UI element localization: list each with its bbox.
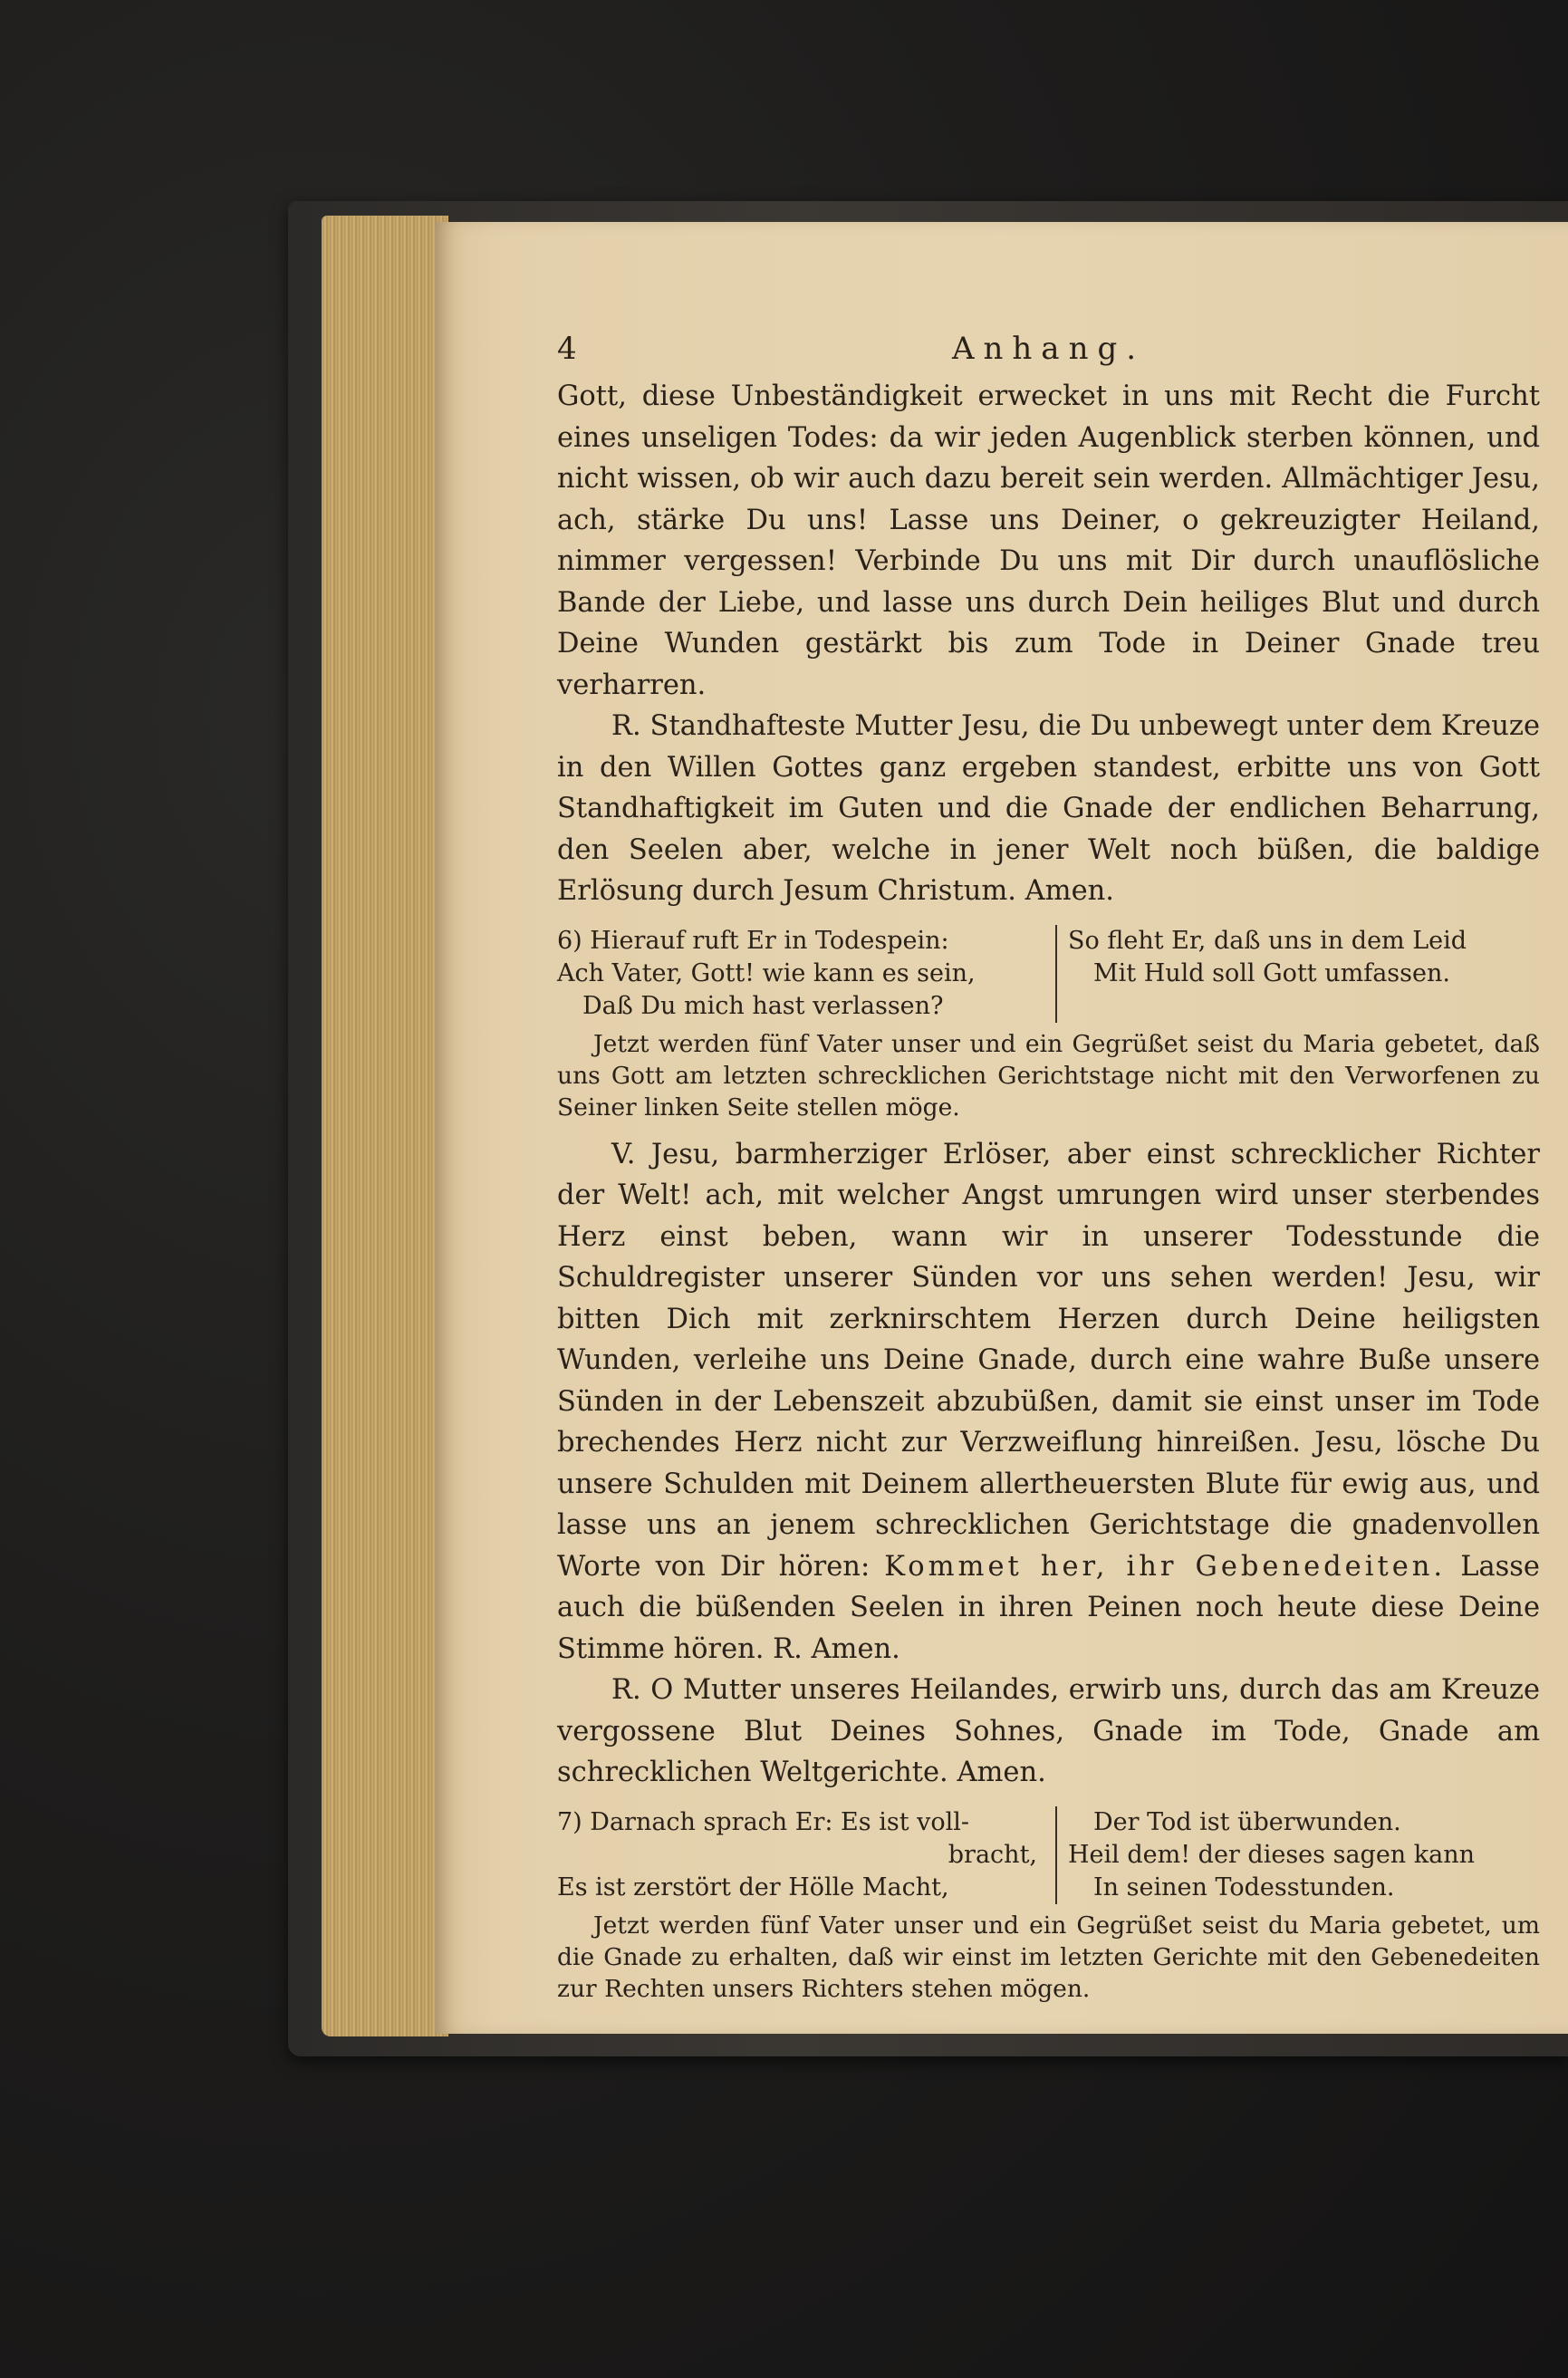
running-title: Anhang. — [951, 331, 1146, 367]
rubric-note-6: Jetzt werden fünf Vater unser und ein Gegrüßet seist du Maria gebetet, daß uns Gott am letzten schrecklichen Gerichtstage nicht mit den Verworfenen zu Seiner linken Seite stellen möge. — [557, 1029, 1540, 1122]
prayer-text: Lasse auch die büßenden Seelen in ihren Peinen noch heute diese Deine Stimme hören. R. Amen. — [557, 1550, 1540, 1665]
verse-line: Mit Huld soll Gott umfassen. — [1093, 958, 1450, 987]
prayer-paragraph-4: R. O Mutter unseres Heilandes, erwirb uns, durch das am Kreuze vergossene Blut Deines Sohnes, Gnade im Tode, Gnade am schrecklichen Weltgerichte. Amen. — [557, 1674, 1540, 1788]
verse-7 — [557, 1806, 1540, 1904]
verse-line: Ach Vater, Gott! wie kann es sein, — [557, 958, 976, 987]
verse-line: Es ist zerstört der Hölle Macht, — [557, 1873, 949, 1901]
prayer-paragraph-2: R. Standhafteste Mutter Jesu, die Du unbewegt unter dem Kreuze in den Willen Gottes ganz ergeben standest, erbitte uns von Gott Standhaftigkeit im Guten und die Gnade der endlichen Beharrung, den Seelen aber, welche in jener Welt noch büßen, die baldige Erlösung durch Jesum Christum. Amen. — [557, 710, 1540, 907]
prayer-paragraph-3 — [557, 1134, 1540, 1670]
verse-line: In seinen Todesstunden. — [1093, 1873, 1395, 1901]
page-edges — [322, 216, 448, 2036]
spaced-quote: Kommet her, ihr Gebenedeiten. — [884, 1550, 1447, 1583]
verse-line: 6) Hierauf ruft Er in Todespein: — [557, 926, 949, 955]
verse-line: Daß Du mich hast verlassen? — [582, 991, 944, 1020]
page-header — [557, 322, 1540, 376]
verse-line: Heil dem! der dieses sagen kann — [1068, 1840, 1476, 1869]
verse-6-right — [1057, 925, 1540, 1023]
rubric-note-7: Jetzt werden fünf Vater unser und ein Gegrüßet seist du Maria gebetet, um die Gnade zu erhalten, daß wir einst im letzten Gerichte mit den Gebenedeiten zur Rechten unsers Richters stehen mögen. — [557, 1911, 1540, 2003]
verse-6-left — [557, 925, 1057, 1023]
verse-line: So fleht Er, daß uns in dem Leid — [1068, 926, 1467, 955]
verse-6 — [557, 925, 1540, 1023]
verse-7-right — [1057, 1806, 1540, 1904]
verse-line: bracht, — [948, 1840, 1037, 1869]
page-text — [557, 322, 1540, 2016]
verse-7-left — [557, 1806, 1057, 1904]
verse-line: 7) Darnach sprach Er: Es ist voll- — [557, 1807, 970, 1836]
page-number: 4 — [557, 331, 577, 367]
prayer-text: V. Jesu, barmherziger Erlöser, aber einst schrecklicher Richter der Welt! ach, mit welcher Angst umrungen wird unser sterbendes Herz einst beben, wann wir in unserer Todesstunde die Schuldregister unserer Sünden vor uns sehen werden! Jesu, wir bitten Dich mit zerknirschtem Herzen durch Deine heiligsten Wunden, verleihe uns Deine Gnade, durch eine wahre Buße unsere Sünden in der Lebenszeit abzubüßen, damit sie einst unser im Tode brechendes Herz nicht zur Verzweiflung hinreißen. Jesu, lösche Du unsere Schulden mit Deinem allertheuersten Blute für ewig aus, und lasse uns an jenem schrecklichen Gerichtstage die gnadenvollen Worte von Dir hören: — [557, 1138, 1540, 1583]
prayer-paragraph-1: Gott, diese Unbeständigkeit erwecket in uns mit Recht die Furcht eines unseligen Todes: da wir jeden Augenblick sterben können, und nicht wissen, ob wir auch dazu bereit sein werden. Allmächtiger Jesu, ach, stärke Du uns! Lasse uns Deiner, o gekreuzigter Heiland, nimmer vergessen! Verbinde Du uns mit Dir durch unauflösliche Bande der Liebe, und lasse uns durch Dein heiliges Blut und durch Deine Wunden gestärkt bis zum Tode in Deiner Gnade treu verharren. — [557, 380, 1540, 701]
verse-line: Der Tod ist überwunden. — [1093, 1807, 1401, 1836]
